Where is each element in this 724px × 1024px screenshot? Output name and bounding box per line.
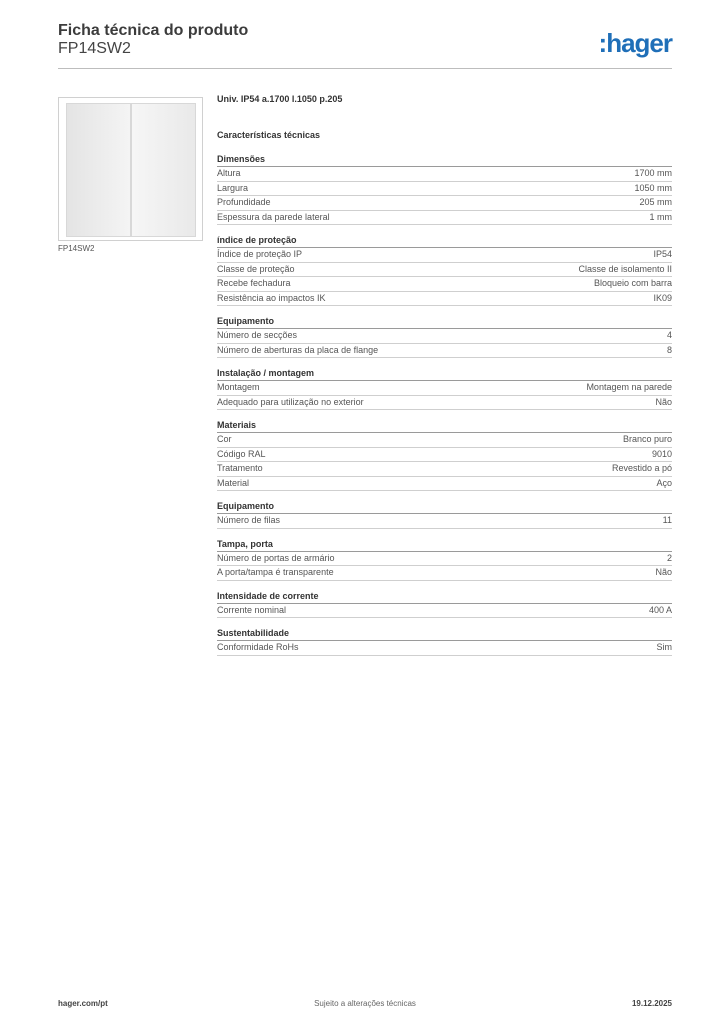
spec-value: Não <box>655 396 672 407</box>
spec-value: 205 mm <box>639 197 672 207</box>
spec-label: Altura <box>217 168 241 178</box>
spec-value: Bloqueio com barra <box>593 278 672 288</box>
spec-row <box>217 396 672 411</box>
specifications <box>217 94 672 656</box>
spec-label: Tratamento <box>217 463 263 473</box>
product-name: Univ. IP54 a.1700 l.1050 p.205 <box>217 94 343 104</box>
spec-section <box>217 234 672 306</box>
spec-row <box>217 433 672 448</box>
spec-value: Não <box>655 567 672 577</box>
spec-value: Branco puro <box>622 434 672 444</box>
spec-row <box>217 462 672 477</box>
spec-row <box>217 248 672 263</box>
image-caption: FP14SW2 <box>58 244 95 253</box>
section-title: Materiais <box>217 419 672 433</box>
spec-value: 11 <box>662 515 672 525</box>
spec-section <box>217 315 672 358</box>
section-title: Tampa, porta <box>217 538 672 552</box>
spec-row <box>217 182 672 197</box>
spec-value: 2 <box>666 552 672 563</box>
spec-label: Classe de proteção <box>217 263 295 274</box>
spec-value: Sim <box>656 642 672 652</box>
spec-label: Número de portas de armário <box>217 552 335 563</box>
spec-section <box>217 538 672 581</box>
spec-row <box>217 277 672 292</box>
section-title: Equipamento <box>217 500 672 514</box>
spec-row <box>217 641 672 656</box>
section-title: Instalação / montagem <box>217 367 672 381</box>
spec-row <box>217 263 672 278</box>
spec-row <box>217 514 672 529</box>
spec-label: Corrente nominal <box>217 604 287 615</box>
spec-row <box>217 211 672 226</box>
spec-label: A porta/tampa é transparente <box>217 567 334 577</box>
footer-date: 19.12.2025 <box>631 999 672 1008</box>
section-title: Intensidade de corrente <box>217 590 672 604</box>
spec-value: Classe de isolamento II <box>578 263 672 274</box>
spec-value: 9010 <box>651 448 672 459</box>
characteristics-title: Características técnicas <box>217 130 321 140</box>
spec-label: Adequado para utilização no exterior <box>217 396 364 407</box>
spec-row <box>217 329 672 344</box>
spec-section <box>217 627 672 656</box>
spec-value: 400 A <box>648 604 672 615</box>
spec-label: Número de secções <box>217 330 298 340</box>
spec-row <box>217 448 672 463</box>
spec-value: Montagem na parede <box>586 382 672 392</box>
spec-value: 1700 mm <box>634 168 672 178</box>
spec-value: IK09 <box>653 292 672 303</box>
spec-row <box>217 196 672 211</box>
spec-label: Largura <box>217 182 249 193</box>
spec-row <box>217 566 672 581</box>
section-title: Equipamento <box>217 315 672 329</box>
section-title: índice de proteção <box>217 234 672 248</box>
hager-logo: :hager <box>598 28 672 58</box>
document-title: Ficha técnica do produto <box>58 22 249 39</box>
spec-label: Código RAL <box>217 448 266 459</box>
spec-label: Número de filas <box>217 515 281 525</box>
spec-value: Revestido a pó <box>611 463 672 473</box>
spec-label: Conformidade RoHs <box>217 642 299 652</box>
spec-row <box>217 477 672 492</box>
spec-section <box>217 500 672 529</box>
cabinet-right-door <box>131 103 196 237</box>
spec-row <box>217 167 672 182</box>
spec-label: Material <box>217 477 250 488</box>
spec-label: Recebe fechadura <box>217 278 291 288</box>
spec-value: IP54 <box>653 249 672 259</box>
spec-section <box>217 153 672 225</box>
spec-value: 1 mm <box>649 211 672 222</box>
spec-sections <box>217 153 672 656</box>
spec-row <box>217 292 672 307</box>
product-code: FP14SW2 <box>58 40 131 57</box>
spec-value: 1050 mm <box>634 182 672 193</box>
section-title: Sustentabilidade <box>217 627 672 641</box>
product-image <box>58 97 203 241</box>
spec-label: Resistência ao impactos IK <box>217 292 326 303</box>
spec-section <box>217 590 672 619</box>
spec-value: Aço <box>656 477 672 488</box>
spec-row <box>217 381 672 396</box>
spec-label: Profundidade <box>217 197 271 207</box>
spec-row <box>217 552 672 567</box>
footer-disclaimer: Sujeito a alterações técnicas <box>314 999 416 1008</box>
spec-label: Montagem <box>217 382 260 392</box>
cabinet-left-door <box>66 103 131 237</box>
spec-label: Índice de proteção IP <box>217 249 303 259</box>
section-title: Dimensões <box>217 153 672 167</box>
spec-row <box>217 604 672 619</box>
spec-value: 8 <box>666 344 672 355</box>
spec-section <box>217 367 672 410</box>
page-header <box>58 22 672 69</box>
spec-label: Espessura da parede lateral <box>217 211 330 222</box>
spec-section <box>217 419 672 491</box>
spec-value: 4 <box>666 330 672 340</box>
spec-label: Cor <box>217 434 232 444</box>
footer-website: hager.com/pt <box>58 999 108 1008</box>
spec-label: Número de aberturas da placa de flange <box>217 344 379 355</box>
spec-row <box>217 344 672 359</box>
